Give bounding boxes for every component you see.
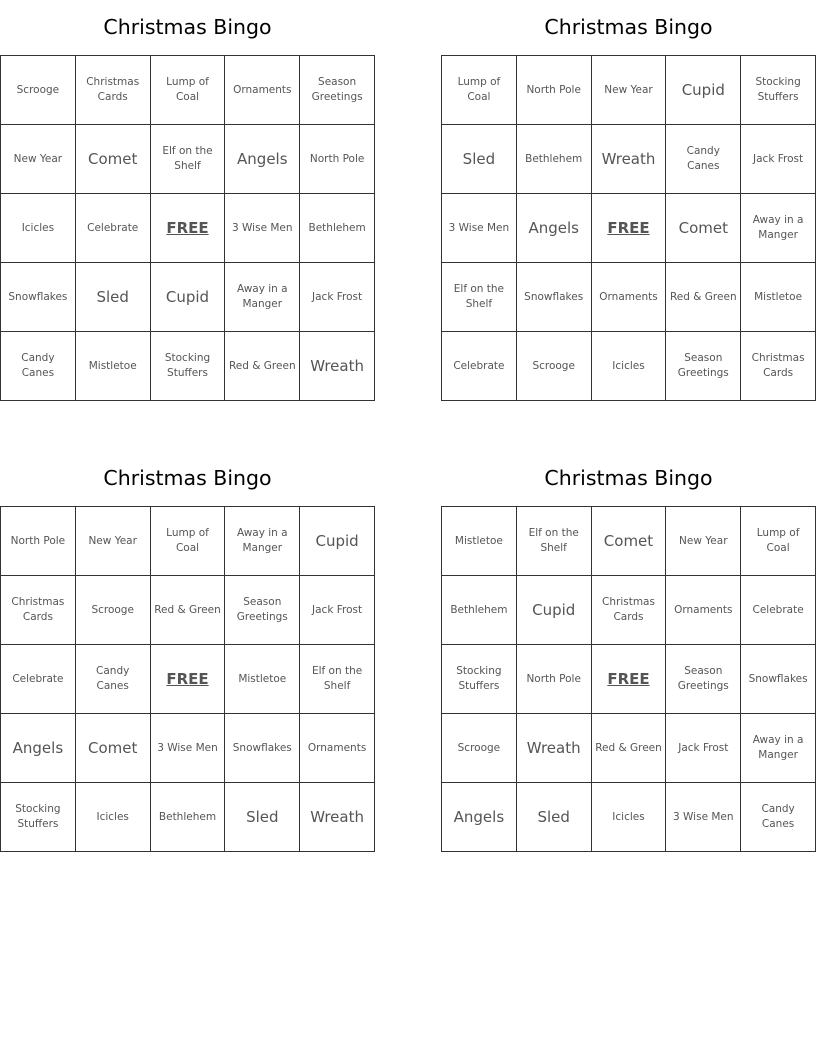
bingo-cell: Candy Canes xyxy=(666,125,741,194)
bingo-cell: Angels xyxy=(516,194,591,263)
bingo-row xyxy=(442,194,816,263)
bingo-grid xyxy=(441,506,816,852)
bingo-grid xyxy=(0,55,375,401)
bingo-cell: Ornaments xyxy=(666,576,741,645)
bingo-cell: Bethlehem xyxy=(442,576,517,645)
bingo-cell: Lump of Coal xyxy=(741,507,816,576)
bingo-cell: Icicles xyxy=(591,332,666,401)
bingo-row xyxy=(442,125,816,194)
bingo-cell: New Year xyxy=(75,507,150,576)
bingo-row xyxy=(442,263,816,332)
bingo-row xyxy=(442,332,816,401)
bingo-cell: Wreath xyxy=(300,332,375,401)
free-space: FREE xyxy=(591,194,666,263)
bingo-cell: Mistletoe xyxy=(442,507,517,576)
bingo-cell: Comet xyxy=(591,507,666,576)
bingo-cell: Jack Frost xyxy=(741,125,816,194)
bingo-cell: Christmas Cards xyxy=(591,576,666,645)
bingo-cell: Red & Green xyxy=(591,714,666,783)
bingo-grid xyxy=(441,55,816,401)
bingo-cell: Celebrate xyxy=(442,332,517,401)
card-title: Christmas Bingo xyxy=(544,15,713,39)
bingo-cell: Mistletoe xyxy=(75,332,150,401)
card-title: Christmas Bingo xyxy=(544,466,713,490)
bingo-cell: Candy Canes xyxy=(75,645,150,714)
bingo-cell: Snowflakes xyxy=(516,263,591,332)
bingo-card-2 xyxy=(441,0,816,401)
bingo-row xyxy=(442,507,816,576)
bingo-cell: Christmas Cards xyxy=(741,332,816,401)
bingo-cell: Angels xyxy=(1,714,76,783)
bingo-card-4 xyxy=(441,451,816,852)
bingo-cell: Season Greetings xyxy=(666,332,741,401)
bingo-row xyxy=(1,645,375,714)
bingo-row xyxy=(442,645,816,714)
free-space: FREE xyxy=(150,645,225,714)
bingo-cell: Stocking Stuffers xyxy=(1,783,76,852)
bingo-cell: Cupid xyxy=(300,507,375,576)
bingo-cell: Bethlehem xyxy=(300,194,375,263)
bingo-cell: Lump of Coal xyxy=(442,56,517,125)
bingo-cell: Candy Canes xyxy=(1,332,76,401)
bingo-cell: Ornaments xyxy=(591,263,666,332)
bingo-cell: North Pole xyxy=(300,125,375,194)
bingo-cell: Elf on the Shelf xyxy=(442,263,517,332)
bingo-cell: Lump of Coal xyxy=(150,56,225,125)
bingo-row xyxy=(442,576,816,645)
bingo-row xyxy=(1,507,375,576)
bingo-cell: Scrooge xyxy=(516,332,591,401)
bingo-cell: Christmas Cards xyxy=(75,56,150,125)
bingo-cell: Celebrate xyxy=(741,576,816,645)
bingo-cell: New Year xyxy=(666,507,741,576)
bingo-cell: Wreath xyxy=(516,714,591,783)
bingo-card-3 xyxy=(0,451,375,852)
bingo-cell: Stocking Stuffers xyxy=(442,645,517,714)
bingo-cell: Comet xyxy=(75,714,150,783)
bingo-cell: Icicles xyxy=(1,194,76,263)
bingo-cell: North Pole xyxy=(516,56,591,125)
bingo-row xyxy=(1,576,375,645)
bingo-cell: Sled xyxy=(516,783,591,852)
bingo-cell: Snowflakes xyxy=(225,714,300,783)
bingo-cell: Celebrate xyxy=(1,645,76,714)
card-title: Christmas Bingo xyxy=(103,466,272,490)
bingo-cell: Celebrate xyxy=(75,194,150,263)
bingo-cell: Scrooge xyxy=(1,56,76,125)
bingo-cell: Wreath xyxy=(300,783,375,852)
bingo-cell: North Pole xyxy=(516,645,591,714)
bingo-cell: Sled xyxy=(75,263,150,332)
bingo-cell: 3 Wise Men xyxy=(442,194,517,263)
bingo-row xyxy=(442,714,816,783)
bingo-cell: Jack Frost xyxy=(666,714,741,783)
bingo-cell: Sled xyxy=(442,125,517,194)
bingo-row xyxy=(1,56,375,125)
bingo-cell: Candy Canes xyxy=(741,783,816,852)
bingo-cell: Comet xyxy=(75,125,150,194)
bingo-grid xyxy=(0,506,375,852)
bingo-cell: Scrooge xyxy=(442,714,517,783)
bingo-cell: Jack Frost xyxy=(300,263,375,332)
bingo-cell: Ornaments xyxy=(300,714,375,783)
bingo-cell: Christmas Cards xyxy=(1,576,76,645)
bingo-cell: Cupid xyxy=(516,576,591,645)
bingo-cell: Elf on the Shelf xyxy=(300,645,375,714)
bingo-cell: Red & Green xyxy=(150,576,225,645)
bingo-row xyxy=(1,332,375,401)
bingo-cell: Scrooge xyxy=(75,576,150,645)
card-title: Christmas Bingo xyxy=(103,15,272,39)
bingo-cell: Bethlehem xyxy=(150,783,225,852)
bingo-cell: Mistletoe xyxy=(741,263,816,332)
bingo-cell: Away in a Manger xyxy=(741,714,816,783)
bingo-row xyxy=(1,783,375,852)
bingo-cell: Snowflakes xyxy=(1,263,76,332)
bingo-cell: Cupid xyxy=(150,263,225,332)
bingo-cell: Angels xyxy=(225,125,300,194)
bingo-cell: Season Greetings xyxy=(225,576,300,645)
bingo-cell: Jack Frost xyxy=(300,576,375,645)
bingo-row xyxy=(442,783,816,852)
bingo-cell: Bethlehem xyxy=(516,125,591,194)
bingo-row xyxy=(1,125,375,194)
bingo-cell: Mistletoe xyxy=(225,645,300,714)
bingo-card-1 xyxy=(0,0,375,401)
bingo-cell: 3 Wise Men xyxy=(225,194,300,263)
bingo-cell: Stocking Stuffers xyxy=(741,56,816,125)
bingo-cell: North Pole xyxy=(1,507,76,576)
free-space: FREE xyxy=(150,194,225,263)
bingo-cell: Elf on the Shelf xyxy=(150,125,225,194)
bingo-cell: Red & Green xyxy=(666,263,741,332)
bingo-cell: Sled xyxy=(225,783,300,852)
bingo-cell: 3 Wise Men xyxy=(150,714,225,783)
bingo-cell: Red & Green xyxy=(225,332,300,401)
bingo-row xyxy=(1,263,375,332)
bingo-cell: Snowflakes xyxy=(741,645,816,714)
bingo-row xyxy=(442,56,816,125)
bingo-row xyxy=(1,714,375,783)
bingo-cell: Elf on the Shelf xyxy=(516,507,591,576)
free-space: FREE xyxy=(591,645,666,714)
bingo-cell: Wreath xyxy=(591,125,666,194)
bingo-cell: Away in a Manger xyxy=(225,507,300,576)
bingo-cell: Season Greetings xyxy=(666,645,741,714)
bingo-cell: Ornaments xyxy=(225,56,300,125)
bingo-cell: Away in a Manger xyxy=(741,194,816,263)
bingo-cell: New Year xyxy=(1,125,76,194)
bingo-cell: Season Greetings xyxy=(300,56,375,125)
bingo-cell: Stocking Stuffers xyxy=(150,332,225,401)
bingo-cell: Icicles xyxy=(591,783,666,852)
bingo-cell: New Year xyxy=(591,56,666,125)
bingo-cell: Angels xyxy=(442,783,517,852)
bingo-cell: Lump of Coal xyxy=(150,507,225,576)
bingo-cell: Away in a Manger xyxy=(225,263,300,332)
bingo-row xyxy=(1,194,375,263)
bingo-cell: 3 Wise Men xyxy=(666,783,741,852)
bingo-cell: Cupid xyxy=(666,56,741,125)
bingo-cell: Icicles xyxy=(75,783,150,852)
bingo-cell: Comet xyxy=(666,194,741,263)
